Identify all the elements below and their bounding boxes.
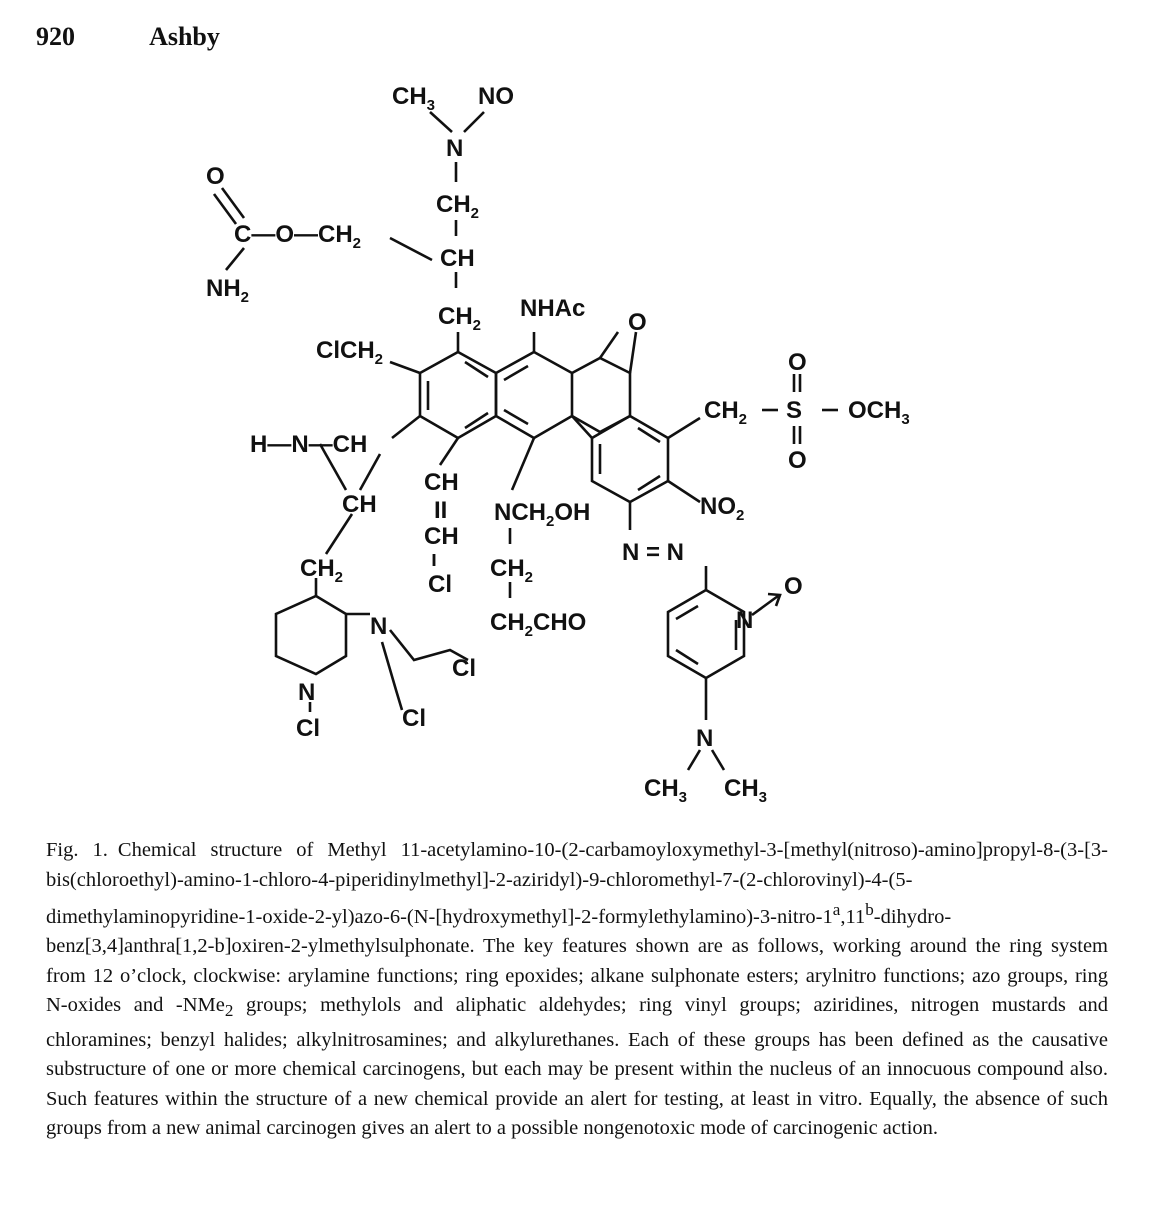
label-sulfonate-o-bottom: O [788,447,807,474]
label-carbonyl-o: O [206,163,225,190]
label-nch2oh: $NCH_2OH$ [494,499,591,530]
label-vinyl-ch-1: CH [424,469,459,496]
label-vinyl-eq: II [434,497,448,524]
running-author: Ashby [149,22,220,51]
label-nhac: NHAc [520,295,586,322]
figure-caption [46,836,1108,1144]
label-n-oxide-o: O [784,573,803,600]
caption-text-4: groups; methylols and aliphatic aldehydes; ring vinyl groups; aziridines, nitrogen mustards and chloramines; benzyl halides; alkylnitrosamines; and alkylurethanes. Each of these groups has been defined as the causative substructure of one or more chemical carcinogens, but each may be present within the nucleus of an innocuous compound also. Such features within the structure of a new chemical provide an alert for testing, at least in vitro. Equally, the absence of such groups from a new animal carcinogen gives an alert to a possible nongenotoxic mode of carcinogenic action. [46,994,1108,1140]
label-vinyl-cl: Cl [428,571,452,598]
label-piperidine-cl: Cl [296,715,320,742]
label-ch2-a: $CH_2$ [436,191,480,222]
label-carbamate: $C—O—CH_2$ [234,221,362,252]
label-sulfonate-och3: $OCH_3$ [848,397,910,428]
label-hn-ch: H—N—CH [250,431,368,458]
label-azo: N = N [622,539,685,566]
label-sulfonate-s: S [786,397,803,424]
label-no2: $NO_2$ [700,493,745,524]
caption-text-1: Chemical structure of Methyl 11-acetylamino-10-(2-carbamoyloxymethyl-3-[methyl(nitroso)-amino]propyl-8-(3-[3-bis(chloroethyl)-amino-1-chloro-4-piperidinylmethyl]-2-aziridyl)-9-chloromethyl-7-(2-chlorovinyl)-4-(5-dimethylaminopyridine-1-oxide-2-yl)azo-6-(N-[hydroxymethyl]-2-formylethylamino)-3-nitro-1 [46,839,1108,928]
atom-labels [206,83,910,806]
label-mustard-cl-2: Cl [402,705,426,732]
label-ch3-top: $CH_3$ [392,83,436,114]
page-header [36,22,220,52]
label-sulfonate-ch2: $CH_2$ [704,397,748,428]
page-number: 920 [36,22,75,51]
caption-sup-b: b [865,900,874,919]
chemical-structure-figure [0,70,1152,830]
label-epoxide-o: O [628,309,647,336]
caption-text-3: -dihydro-benz[3,4]anthra[1,2-b]oxiren-2-ylmethylsulphonate. The key features shown are as follows, working around the ring system from 12 o’clock, clockwise: arylamine functions; ring epoxides; alkane sulphonate esters; arylnitro functions; azo groups, ring N-oxides and -NMe [46,905,1108,1017]
label-nh2: $NH_2$ [206,275,250,306]
label-chain-ch2: $CH_2$ [490,555,534,586]
label-vinyl-ch-2: CH [424,523,459,550]
label-sulfonate-o-top: O [788,349,807,376]
label-aziridine-ch: CH [342,491,377,518]
caption-sup-a: a [832,900,841,919]
caption-sub-2: 2 [224,1001,234,1021]
figure-label: Fig. 1. [46,839,108,861]
label-ch2cho: $CH_2CHO$ [490,609,587,640]
label-aziridine-ch2: $CH_2$ [300,555,344,586]
label-mustard-cl-1: Cl [452,655,476,682]
label-ch: CH [440,245,475,272]
caption-text-2: ,11 [840,905,866,928]
label-mustard-n: N [370,613,388,640]
label-ch2-b: $CH_2$ [438,303,482,334]
label-n-nitroso: N [446,135,464,162]
label-no: NO [478,83,514,110]
label-nme2-ch3-right: $CH_3$ [724,775,768,806]
label-nme2-n: N [696,725,714,752]
label-piperidine-n: N [298,679,316,706]
label-pyridine-n: N [736,607,754,634]
label-nme2-ch3-left: $CH_3$ [644,775,688,806]
label-clch2: ClCH$_2$ [316,337,384,368]
